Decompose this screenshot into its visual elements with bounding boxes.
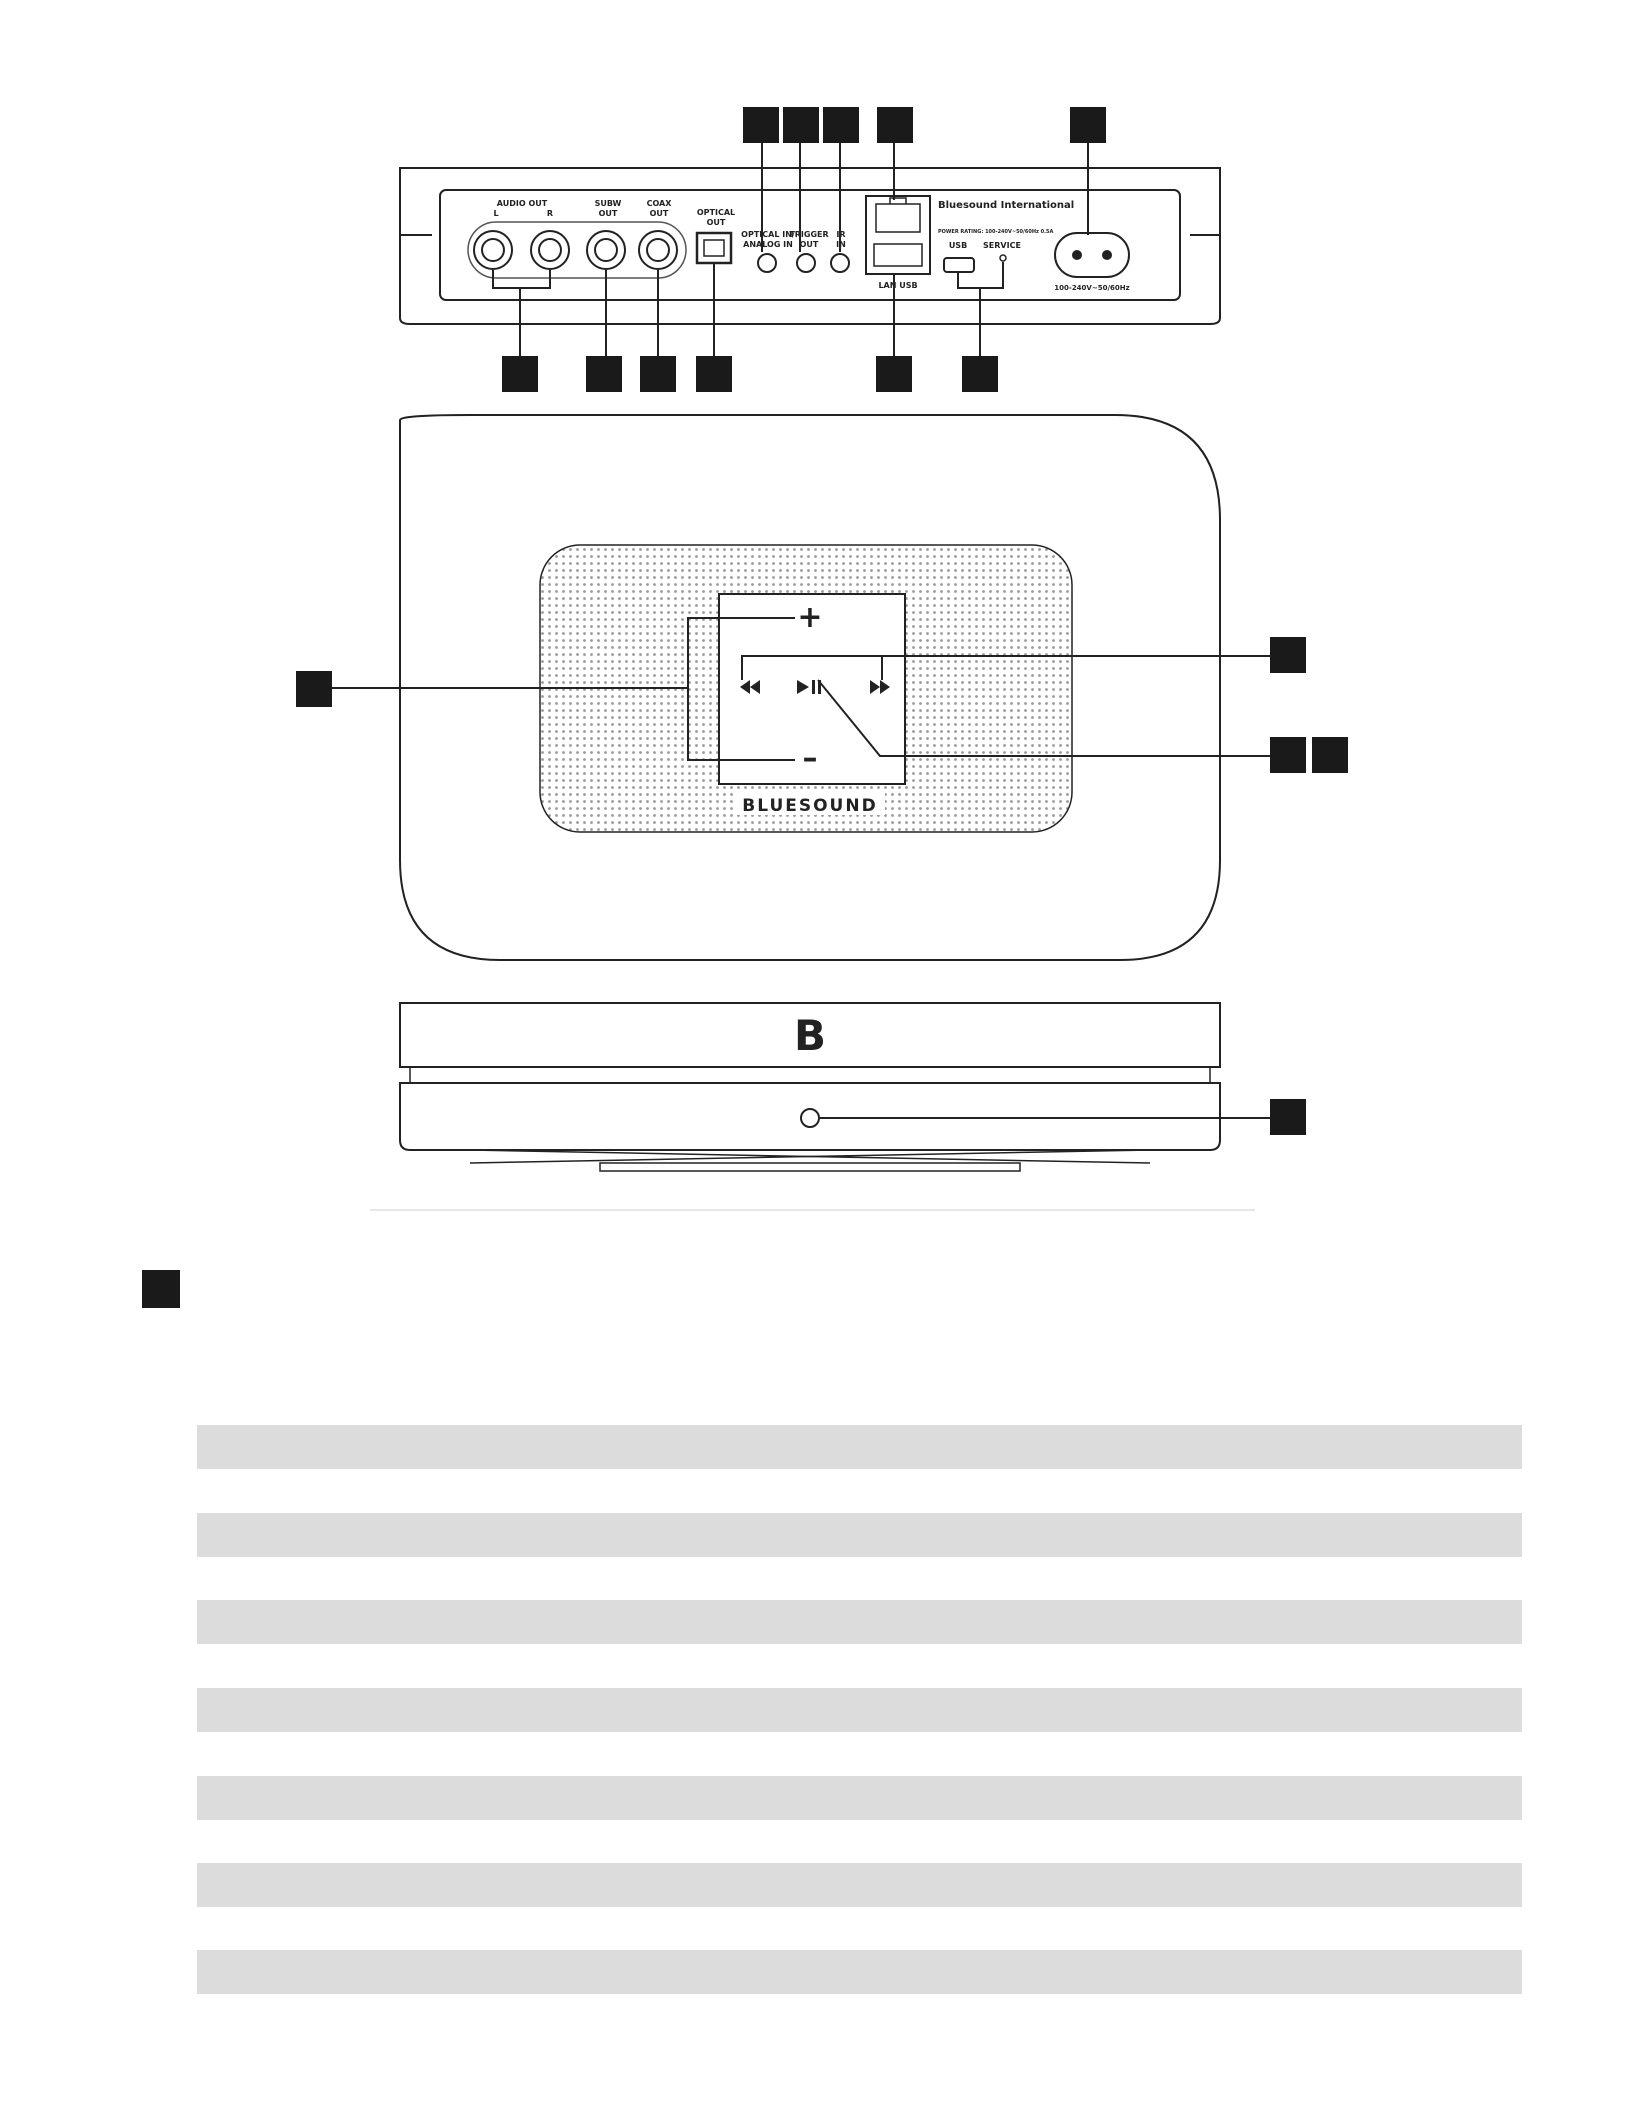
right-label: R (546, 209, 554, 218)
optical-in-label-2: ANALOG IN (743, 240, 793, 249)
optical-out-label-1: OPTICAL (696, 208, 736, 217)
left-label: L (493, 209, 499, 218)
rear-bottom-callouts (502, 356, 998, 392)
rear-top-callouts (743, 107, 1106, 143)
subw-label-1: SUBW (594, 199, 622, 208)
usb-label: USB (948, 241, 968, 250)
volume-down-icon: – (802, 741, 818, 776)
volume-up-icon: + (797, 600, 823, 635)
coax-label-1: COAX (646, 199, 672, 208)
table-row (197, 1513, 1522, 1557)
audio-out-label: AUDIO OUT (496, 199, 548, 208)
table-row (197, 1950, 1522, 1994)
ir-label-2: IN (836, 240, 846, 249)
trigger-label-2: OUT (799, 240, 819, 249)
table-row (197, 1863, 1522, 1907)
section-callout (142, 1270, 180, 1308)
lan-usb-label: LAN USB (878, 281, 918, 290)
table-row (197, 1425, 1522, 1469)
brand-wordmark: BLUESOUND (742, 796, 878, 816)
trigger-label-1: TRIGGER (789, 230, 829, 239)
optical-out-label-2: OUT (706, 218, 726, 227)
power-rating: POWER RATING: 100-240V~50/60Hz 0.5A (938, 229, 1054, 235)
subw-label-2: OUT (598, 209, 618, 218)
table-row (197, 1776, 1522, 1820)
optical-in-label-1: OPTICAL IN/ (741, 230, 795, 239)
brand-line: Bluesound International (938, 200, 1075, 211)
coax-label-2: OUT (649, 209, 669, 218)
front-logo: B (793, 1011, 827, 1060)
ir-label-1: IR (836, 230, 846, 239)
rear-panel (400, 168, 1220, 324)
table-row (197, 1688, 1522, 1732)
service-label: SERVICE (983, 241, 1021, 250)
front-view (400, 1003, 1306, 1171)
table-row (197, 1600, 1522, 1644)
voltage-label: 100-240V~50/60Hz (1054, 284, 1130, 292)
